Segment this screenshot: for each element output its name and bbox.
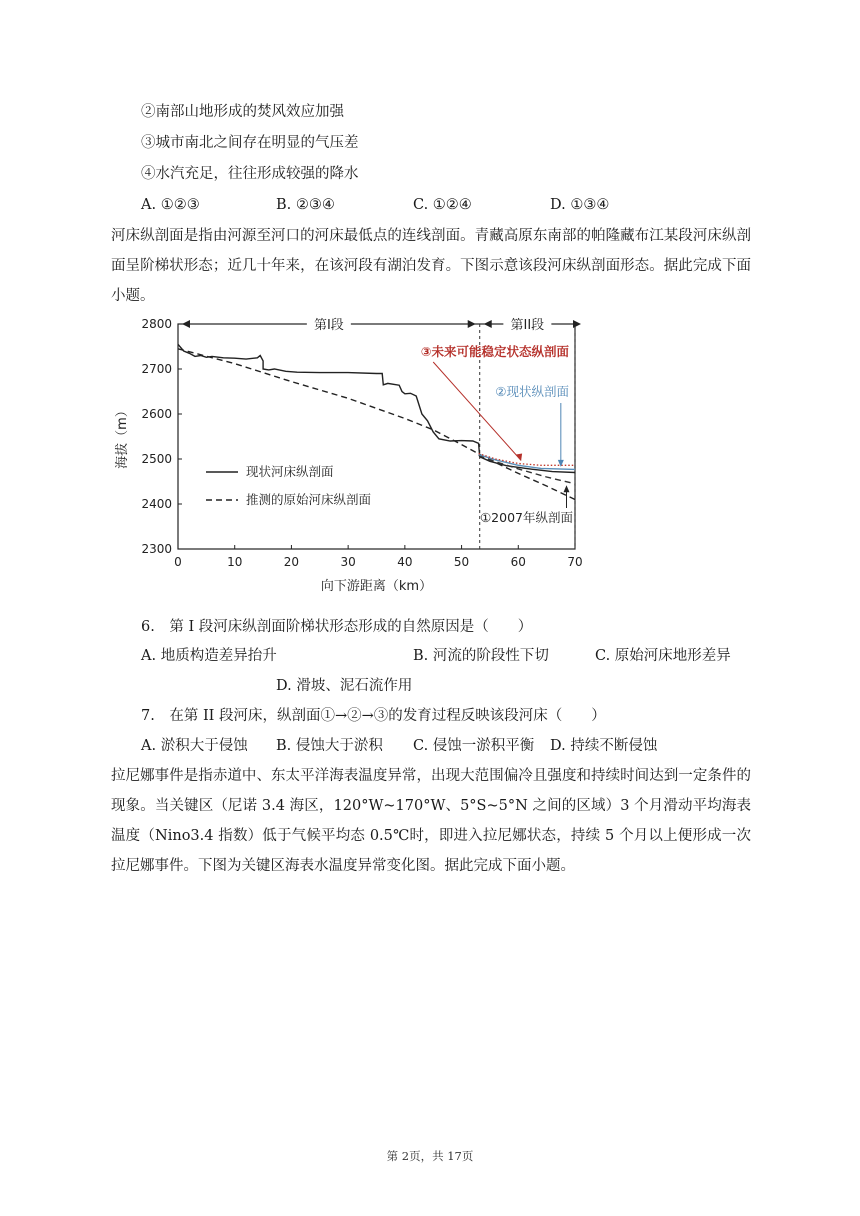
annotation-2: ②现状纵剖面 [495,384,569,399]
y-tick-label: 2800 [141,317,172,331]
legend-label-current: 现状河床纵剖面 [246,464,334,479]
x-tick-label: 0 [174,555,182,569]
y-tick-label: 2700 [141,362,172,376]
y-tick-label: 2300 [141,542,172,556]
statement-4: ④水汽充足，往往形成较强的降水 [141,166,359,182]
annotation-3-pointer [433,362,521,461]
x-tick-label: 40 [397,555,413,569]
y-axis-label: 海拔（m） [115,404,130,469]
q7-stem: 7. 在第 II 段河床，纵剖面①→②→③的发育过程反映该段河床（ ） [141,708,606,724]
option-d: D. ①③④ [550,197,610,213]
annotation-1-arrowhead [563,485,569,492]
q6-option-a: A. 地质构造差异抬升 [141,648,277,664]
series-line-1 [178,344,575,472]
x-tick-label: 10 [227,555,243,569]
seg1-label: 第I段 [313,318,344,333]
page-footer: 第 2页，共 17页 [386,1149,474,1163]
x-tick-label: 70 [567,555,583,569]
statement-3: ③城市南北之间存在明显的气压差 [141,135,359,151]
seg1-arrow-right [468,320,476,328]
q6-option-c: C. 原始河床地形差异 [595,648,731,664]
x-tick-label: 50 [453,555,470,569]
option-a: A. ①②③ [141,197,200,213]
x-tick-label: 20 [283,555,300,569]
intro-river-paragraph: 河床纵剖面是指由河源至河口的河床最低点的连线剖面。青藏高原东南部的帕隆藏布江某段河床纵剖面呈阶梯状形态；近几十年来，在该河段有湖泊发育。下图示意该段河床纵剖面形态。据此完成下面小题。 [111,228,751,304]
q7-option-b: B. 侵蚀大于淤积 [276,738,383,754]
x-axis-label: 向下游距离（km） [320,579,433,594]
seg2-arrow-right [573,320,581,328]
y-tick-label: 2600 [141,407,172,421]
x-tick-label: 30 [340,555,356,569]
statement-2: ②南部山地形成的焚风效应加强 [141,104,344,120]
q7-option-a: A. 淤积大于侵蚀 [141,738,248,754]
x-tick-label: 60 [510,555,526,569]
y-tick-label: 2400 [141,497,172,511]
seg2-label: 第II段 [510,318,545,333]
annotation-3-arrowhead [516,454,522,461]
legend-label-original: 推测的原始河床纵剖面 [246,492,372,507]
series-line-2 [178,349,575,500]
seg2-arrow-left [484,320,492,328]
river-profile-chart [108,312,598,602]
q6-option-b: B. 河流的阶段性下切 [413,648,549,664]
q7-option-d: D. 持续不断侵蚀 [550,738,658,754]
annotation-1: ①2007年纵剖面 [479,510,573,525]
seg1-arrow-left [182,320,190,328]
intro-lanina-paragraph: 拉尼娜事件是指赤道中、东太平洋海表温度异常，出现大范围偏冷且强度和持续时间达到一定条件的现象。当关键区（尼诺 3.4 海区，120°W~170°W、5°S~5°N 之间的区域）3 个月滑动平均海表温度（Nino3.4 指数）低于气候平均态 0.5℃时，即进入拉尼娜状态，持续 5 个月以上便形成一次拉尼娜事件。下图为关键区海表水温度异常变化图。据此完成下面小题。 [111,768,751,874]
option-b: B. ②③④ [276,197,335,213]
option-c: C. ①②④ [413,197,472,213]
q6-stem: 6. 第 I 段河床纵剖面阶梯状形态形成的自然原因是（ ） [141,619,533,635]
annotation-3: ③未来可能稳定状态纵剖面 [420,344,569,359]
q7-option-c: C. 侵蚀一淤积平衡 [413,738,535,754]
q6-option-d: D. 滑坡、泥石流作用 [276,678,413,694]
y-tick-label: 2500 [141,452,172,466]
